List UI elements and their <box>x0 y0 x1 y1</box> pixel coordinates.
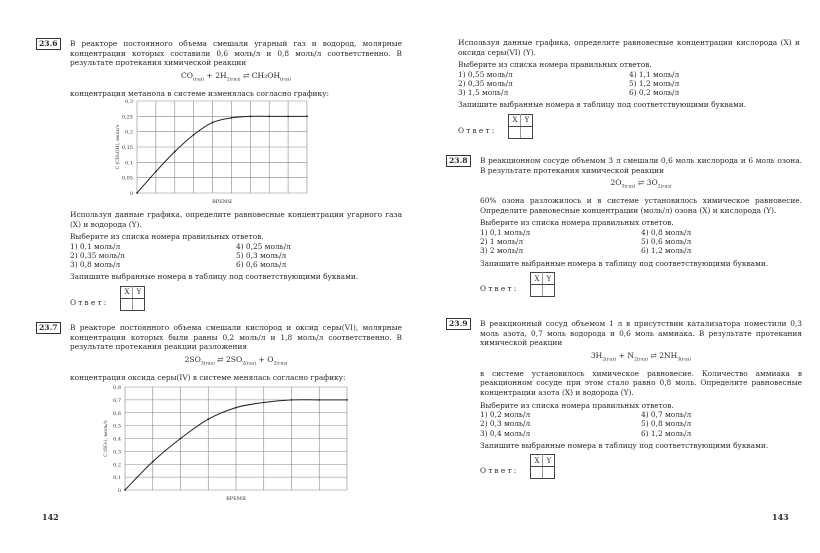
instruction-text: Запишите выбранные номера в таблицу под соответствующими буквами. <box>480 258 769 268</box>
after-equation-text: концентрация оксида серы(IV) в системе менялась согласно графику: <box>70 372 346 382</box>
option: 1) 0,1 моль/л <box>480 228 531 238</box>
task-23-9 <box>446 319 802 479</box>
header-x: X <box>531 455 543 467</box>
answer-cell-x[interactable] <box>509 126 521 138</box>
header-x: X <box>121 286 133 298</box>
after-equation-text: концентрация метанола в системе изменялась согласно графику: <box>70 88 329 98</box>
task-intro: В реакционном сосуде объемом 3 л смешали 0,6 моль кислорода и 6 моль озона. В результате протекания химической реакции <box>480 156 802 175</box>
option: 6) 0,6 моль/л <box>236 260 287 270</box>
svg-text:0,05: 0,05 <box>121 175 133 182</box>
svg-text:0,2: 0,2 <box>113 462 121 469</box>
answer-label: Ответ: <box>458 125 497 135</box>
page-number: 143 <box>772 512 789 522</box>
task-number: 23.6 <box>36 38 61 50</box>
sulfur-dioxide-concentration-chart <box>95 383 355 501</box>
option: 3) 0,8 моль/л <box>70 260 121 270</box>
svg-text:0,2: 0,2 <box>125 129 133 136</box>
reaction-equation: $2SO_{3(газ)}$ ⇄ $2SO_{2(газ)} + O_{2(газ)}$ <box>184 354 288 367</box>
svg-text:ВРЕМЯ: ВРЕМЯ <box>212 199 232 205</box>
answer-cell-y[interactable] <box>133 298 145 310</box>
option: 5) 1,2 моль/л <box>629 78 680 88</box>
option: 3) 2 моль/л <box>480 246 524 256</box>
option: 6) 1,2 моль/л <box>641 428 692 438</box>
answer-block <box>70 286 402 311</box>
options-list <box>480 410 802 438</box>
option: 1) 0,1 моль/л <box>70 241 121 251</box>
option: 4) 1,1 моль/л <box>629 69 680 79</box>
svg-text:0: 0 <box>117 488 121 494</box>
option: 2) 0,35 моль/л <box>458 78 513 88</box>
svg-text:0,6: 0,6 <box>113 410 121 417</box>
task-number: 23.9 <box>446 318 471 330</box>
option: 6) 0,2 моль/л <box>629 88 680 98</box>
instruction-text: Запишите выбранные номера в таблицу под соответствующими буквами. <box>458 100 747 110</box>
answer-cell-x[interactable] <box>121 298 133 310</box>
after-equation-text: 60% озона разложилось и в системе установилось химическое равновесие. Определите равновесные концентрации (моль/л) озона (X) и кислорода (Y). <box>480 196 802 215</box>
answer-table <box>120 286 145 311</box>
svg-text:0,5: 0,5 <box>113 423 121 430</box>
task-23-7 <box>36 323 402 385</box>
svg-text:0,25: 0,25 <box>121 114 133 121</box>
reaction-equation: $3H_{2(газ)} + N_{2(газ)}$ ⇄ $2NH_{3(газ)}$ <box>590 350 692 363</box>
svg-text:0: 0 <box>129 191 133 197</box>
svg-text:0,7: 0,7 <box>113 397 121 404</box>
answer-cell-y[interactable] <box>543 285 555 297</box>
header-y: Y <box>521 114 533 126</box>
option: 4) 0,8 моль/л <box>641 228 692 238</box>
svg-text:0,3: 0,3 <box>125 99 133 105</box>
right-page <box>410 0 820 553</box>
answer-cell-x[interactable] <box>531 467 543 479</box>
option: 3) 0,4 моль/л <box>480 428 531 438</box>
instruction-text: Запишите выбранные номера в таблицу под соответствующими буквами. <box>70 272 359 282</box>
svg-text:0,4: 0,4 <box>113 436 121 443</box>
options-list <box>70 242 402 270</box>
page-number: 142 <box>42 512 59 522</box>
task-number: 23.8 <box>446 155 471 167</box>
answer-block <box>458 114 800 139</box>
after-equation-text: в системе установилось химическое равновесие. Количество аммиака в реакционном сосуде при этом стало равно 0,8 моль. Определите равновесные концентрации азота (X) и водорода (Y). <box>480 368 802 398</box>
task-23-6-questions <box>36 210 402 311</box>
task-number: 23.7 <box>36 322 61 334</box>
instruction-text: Запишите выбранные номера в таблицу под соответствующими буквами. <box>480 440 769 450</box>
svg-text:C (SO₂), моль/л: C (SO₂), моль/л <box>104 420 109 457</box>
choose-text: Выберите из списка номера правильных ответов. <box>480 400 674 410</box>
answer-table <box>508 114 533 139</box>
header-x: X <box>531 273 543 285</box>
methanol-concentration-chart <box>110 98 315 210</box>
question-text: Используя данные графика, определите равновесные концентрации угарного газа (X) и водорода (Y). <box>70 210 402 229</box>
task-intro: В реакторе постоянного объема смешали угарный газ и водород, молярные концентрации которых составили 0,6 моль/л и 0,8 моль/л соответственно. В результате протекания химической реакции <box>70 39 402 68</box>
task-23-6 <box>36 39 402 101</box>
reaction-equation: $CO_{(газ)} + 2H_{2(газ)}$ ⇄ $CH_3OH_{(газ)}$ <box>180 70 292 83</box>
svg-text:ВРЕМЯ: ВРЕМЯ <box>226 496 246 501</box>
answer-label: Ответ: <box>70 297 109 307</box>
header-x: X <box>509 114 521 126</box>
svg-text:C (CH₃OH), моль/л: C (CH₃OH), моль/л <box>116 124 121 170</box>
option: 1) 0,2 моль/л <box>480 410 531 420</box>
svg-text:0,15: 0,15 <box>121 145 133 151</box>
option: 4) 0,7 моль/л <box>641 410 692 420</box>
svg-text:0,1: 0,1 <box>113 475 121 482</box>
answer-table <box>530 272 555 297</box>
option: 5) 0,3 моль/л <box>236 250 287 260</box>
task-23-8 <box>446 156 802 297</box>
question-text: Используя данные графика, определите равновесные концентрации кислорода (X) и оксида серы(VI) (Y). <box>458 38 800 57</box>
reaction-equation: $2O_{3(газ)}$ ⇄ $3O_{2(газ)}$ <box>610 178 672 190</box>
options-list <box>480 228 802 256</box>
option: 2) 0,3 моль/л <box>480 419 531 429</box>
svg-text:0,8: 0,8 <box>113 385 121 391</box>
option: 1) 0,55 моль/л <box>458 69 513 79</box>
choose-text: Выберите из списка номера правильных ответов. <box>480 218 674 228</box>
answer-block <box>480 454 802 479</box>
option: 5) 0,6 моль/л <box>641 237 692 247</box>
answer-cell-x[interactable] <box>531 285 543 297</box>
header-y: Y <box>543 455 555 467</box>
choose-text: Выберите из списка номера правильных ответов. <box>70 232 264 242</box>
svg-text:0,3: 0,3 <box>113 449 121 456</box>
option: 2) 0,35 моль/л <box>70 250 125 260</box>
task-intro: В реакторе постоянного объема смешали кислород и оксид серы(VI), молярные концентрации которых были равны 0,2 моль/л и 1,8 моль/л соответственно. В результате протекания реакции разложения <box>70 323 402 352</box>
options-list <box>458 70 800 98</box>
option: 4) 0,25 моль/л <box>236 241 291 251</box>
task-23-7-continuation <box>424 38 800 139</box>
choose-text: Выберите из списка номера правильных ответов. <box>458 60 652 70</box>
header-y: Y <box>133 286 145 298</box>
answer-cell-y[interactable] <box>543 467 555 479</box>
answer-block <box>480 272 802 297</box>
option: 5) 0,8 моль/л <box>641 419 692 429</box>
answer-label: Ответ: <box>480 466 519 476</box>
answer-label: Ответ: <box>480 283 519 293</box>
answer-cell-y[interactable] <box>521 126 533 138</box>
header-y: Y <box>543 273 555 285</box>
option: 6) 1,2 моль/л <box>641 246 692 256</box>
task-intro: В реакционный сосуд объемом 1 л в присутствии катализатора поместили 0,3 моль азота, 0,7 моль водорода и 0,6 моль аммиака. В результате протекания химической реакции <box>480 319 802 348</box>
option: 3) 1,5 моль/л <box>458 88 509 98</box>
answer-table <box>530 454 555 479</box>
option: 2) 1 моль/л <box>480 237 524 247</box>
svg-text:0,1: 0,1 <box>125 160 133 167</box>
